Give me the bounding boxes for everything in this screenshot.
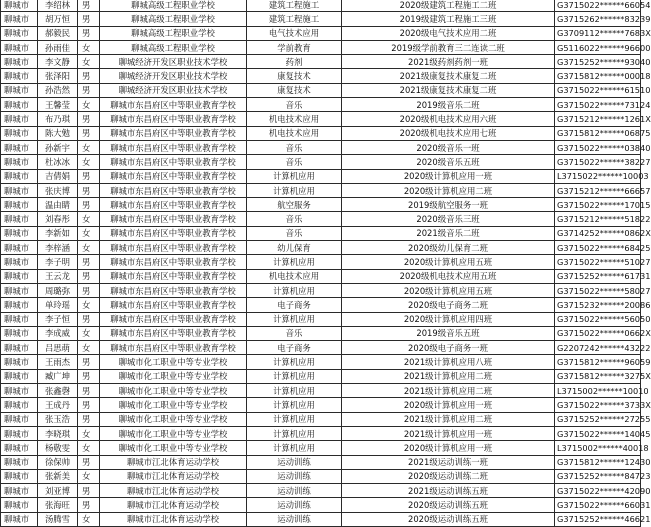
city-cell: 聊城市 [1, 255, 38, 269]
major-cell: 建筑工程施工 [247, 12, 342, 26]
gender-cell: 男 [78, 12, 100, 26]
name-cell: 单玲瑶 [38, 298, 78, 312]
student-id-cell: G3715252******46621 [555, 512, 641, 526]
city-cell: 聊城市 [1, 183, 38, 197]
major-cell: 计算机应用 [247, 369, 342, 383]
class-cell: 2020级机电技术应用六班 [342, 112, 555, 126]
gender-cell: 男 [78, 355, 100, 369]
student-id-cell: G3715022******61510 [555, 83, 641, 97]
city-cell: 聊城市 [1, 498, 38, 512]
school-cell: 聊城市江北体育运动学校 [100, 484, 247, 498]
student-id-cell: G3715212******66657 [555, 183, 641, 197]
city-cell: 聊城市 [1, 155, 38, 169]
gender-cell: 女 [78, 55, 100, 69]
student-id-cell: G3715232******20086 [555, 298, 641, 312]
major-cell: 音乐 [247, 140, 342, 154]
major-cell: 计算机应用 [247, 255, 342, 269]
school-cell: 聊城市化工职业中等专业学校 [100, 369, 247, 383]
city-cell: 聊城市 [1, 398, 38, 412]
major-cell: 康复技术 [247, 69, 342, 83]
student-id-cell: G3709112******7683X [555, 26, 641, 40]
student-id-cell: G3715252******27255 [555, 412, 641, 426]
name-cell: 杨敬雯 [38, 441, 78, 455]
city-cell: 聊城市 [1, 26, 38, 40]
class-cell: 2020级音乐五班 [342, 155, 555, 169]
gender-cell: 女 [78, 241, 100, 255]
school-cell: 聊城市东昌府区中等职业教育学校 [100, 298, 247, 312]
gender-cell: 男 [78, 269, 100, 283]
name-cell: 李文静 [38, 55, 78, 69]
city-cell: 聊城市 [1, 0, 38, 12]
name-cell: 李梓涵 [38, 241, 78, 255]
city-cell: 聊城市 [1, 241, 38, 255]
name-cell: 张庆博 [38, 183, 78, 197]
table-row [1, 384, 641, 398]
class-cell: 2020级机电技术应用五班 [342, 269, 555, 283]
major-cell: 运动训练 [247, 498, 342, 512]
class-cell: 2020级计算机应用一班 [342, 441, 555, 455]
name-cell: 胡万恒 [38, 12, 78, 26]
gender-cell: 男 [78, 0, 100, 12]
major-cell: 计算机应用 [247, 183, 342, 197]
name-cell: 汤腾雪 [38, 512, 78, 526]
class-cell: 2021级计算机应用八班 [342, 355, 555, 369]
class-cell: 2021级计算机应用二班 [342, 384, 555, 398]
class-cell: 2020级音乐三班 [342, 212, 555, 226]
gender-cell: 男 [78, 384, 100, 398]
city-cell: 聊城市 [1, 441, 38, 455]
major-cell: 计算机应用 [247, 398, 342, 412]
class-cell: 2020级运动训练五班 [342, 512, 555, 526]
gender-cell: 女 [78, 155, 100, 169]
school-cell: 聊城市东昌府区中等职业教育学校 [100, 183, 247, 197]
gender-cell: 女 [78, 326, 100, 340]
school-cell: 聊城经济开发区职业技术学校 [100, 55, 247, 69]
major-cell: 音乐 [247, 212, 342, 226]
name-cell: 吉倩娟 [38, 169, 78, 183]
name-cell: 臧广坤 [38, 369, 78, 383]
gender-cell: 女 [78, 140, 100, 154]
student-id-cell: G3714252******0862X [555, 226, 641, 240]
table-row [1, 155, 641, 169]
class-cell: 2021级运动训练五班 [342, 484, 555, 498]
gender-cell: 男 [78, 169, 100, 183]
city-cell: 聊城市 [1, 69, 38, 83]
major-cell: 航空服务 [247, 198, 342, 212]
major-cell: 机电技术应用 [247, 269, 342, 283]
table-row [1, 512, 641, 526]
school-cell: 聊城市江北体育运动学校 [100, 469, 247, 483]
school-cell: 聊城经济开发区职业技术学校 [100, 83, 247, 97]
student-id-cell: G3715212******51822 [555, 212, 641, 226]
student-id-cell: G3715022******3733X [555, 398, 641, 412]
gender-cell: 男 [78, 369, 100, 383]
student-id-cell: G3715812******06875 [555, 126, 641, 140]
city-cell: 聊城市 [1, 341, 38, 355]
student-id-cell: G3715252******61731 [555, 269, 641, 283]
table-row [1, 140, 641, 154]
major-cell: 运动训练 [247, 455, 342, 469]
table-row [1, 98, 641, 112]
table-row [1, 112, 641, 126]
student-id-cell: G3715022******73124 [555, 98, 641, 112]
class-cell: 2021级音乐二班 [342, 226, 555, 240]
gender-cell: 男 [78, 283, 100, 297]
name-cell: 张鑫磬 [38, 384, 78, 398]
gender-cell: 女 [78, 226, 100, 240]
student-id-cell: G3715212******1261X [555, 112, 641, 126]
name-cell: 刘亚博 [38, 484, 78, 498]
school-cell: 聊城市化工职业中等专业学校 [100, 355, 247, 369]
city-cell: 聊城市 [1, 140, 38, 154]
student-id-cell: L3715002******40018 [555, 441, 641, 455]
table-row [1, 226, 641, 240]
class-cell: 2020级音乐一班 [342, 140, 555, 154]
gender-cell: 男 [78, 255, 100, 269]
school-cell: 聊城市化工职业中等专业学校 [100, 384, 247, 398]
student-id-cell: G5116022******96600 [555, 40, 641, 54]
gender-cell: 女 [78, 469, 100, 483]
student-id-cell: G3715812******3275X [555, 369, 641, 383]
school-cell: 聊城高级工程职业学校 [100, 40, 247, 54]
table-row [1, 269, 641, 283]
major-cell: 计算机应用 [247, 441, 342, 455]
gender-cell: 男 [78, 69, 100, 83]
student-id-cell: G3715022******14045 [555, 426, 641, 440]
class-cell: 2020级计算机应用五班 [342, 283, 555, 297]
major-cell: 音乐 [247, 155, 342, 169]
name-cell: 王云龙 [38, 269, 78, 283]
gender-cell: 男 [78, 198, 100, 212]
class-cell: 2020级计算机应用一班 [342, 169, 555, 183]
name-cell: 郝毅民 [38, 26, 78, 40]
major-cell: 药剂 [247, 55, 342, 69]
school-cell: 聊城市化工职业中等专业学校 [100, 398, 247, 412]
city-cell: 聊城市 [1, 98, 38, 112]
table-row [1, 212, 641, 226]
major-cell: 运动训练 [247, 512, 342, 526]
student-id-cell: G3715022******56050 [555, 312, 641, 326]
school-cell: 聊城市化工职业中等专业学校 [100, 412, 247, 426]
city-cell: 聊城市 [1, 269, 38, 283]
city-cell: 聊城市 [1, 355, 38, 369]
class-cell: 2020级计算机应用一班 [342, 398, 555, 412]
student-id-cell: G3715812******96059 [555, 355, 641, 369]
class-cell: 2021级计算机应用二班 [342, 412, 555, 426]
name-cell: 李成威 [38, 326, 78, 340]
name-cell: 张泽阳 [38, 69, 78, 83]
gender-cell: 女 [78, 98, 100, 112]
table-row [1, 0, 641, 12]
school-cell: 聊城市江北体育运动学校 [100, 512, 247, 526]
table-row [1, 369, 641, 383]
name-cell: 杜冰冰 [38, 155, 78, 169]
major-cell: 电子商务 [247, 341, 342, 355]
class-cell: 2019级学前教育三二连读二班 [342, 40, 555, 54]
major-cell: 计算机应用 [247, 384, 342, 398]
major-cell: 计算机应用 [247, 412, 342, 426]
major-cell: 计算机应用 [247, 426, 342, 440]
student-id-cell: L3715022******10003 [555, 169, 641, 183]
school-cell: 聊城市化工职业中等专业学校 [100, 426, 247, 440]
name-cell: 布乃琪 [38, 112, 78, 126]
name-cell: 刘春彤 [38, 212, 78, 226]
class-cell: 2019级建筑工程施工三班 [342, 12, 555, 26]
student-id-cell: G3715022******38227 [555, 155, 641, 169]
name-cell: 吕思萌 [38, 341, 78, 355]
class-cell: 2021级康复技术康复二班 [342, 83, 555, 97]
student-id-cell: G3715022******58027 [555, 283, 641, 297]
school-cell: 聊城市东昌府区中等职业教育学校 [100, 126, 247, 140]
school-cell: 聊城市东昌府区中等职业教育学校 [100, 226, 247, 240]
city-cell: 聊城市 [1, 226, 38, 240]
table-row [1, 498, 641, 512]
student-id-cell: G3715022******42090 [555, 484, 641, 498]
name-cell: 王雨杰 [38, 355, 78, 369]
table-row [1, 283, 641, 297]
city-cell: 聊城市 [1, 369, 38, 383]
roster-body [1, 0, 651, 526]
table-row [1, 441, 641, 455]
class-cell: 2019级音乐二班 [342, 98, 555, 112]
table-row [1, 40, 641, 54]
major-cell: 运动训练 [247, 469, 342, 483]
name-cell: 李子明 [38, 255, 78, 269]
name-cell: 陈大勉 [38, 126, 78, 140]
major-cell: 幼儿保育 [247, 241, 342, 255]
name-cell: 李新如 [38, 226, 78, 240]
name-cell: 李晓琪 [38, 426, 78, 440]
city-cell: 聊城市 [1, 198, 38, 212]
class-cell: 2020级运动训练五班 [342, 498, 555, 512]
table-row [1, 12, 641, 26]
table-row [1, 241, 641, 255]
class-cell: 2021级药剂药剂一班 [342, 55, 555, 69]
school-cell: 聊城市东昌府区中等职业教育学校 [100, 269, 247, 283]
school-cell: 聊城市化工职业中等专业学校 [100, 441, 247, 455]
name-cell: 周璐弥 [38, 283, 78, 297]
student-id-cell: G3715812******00018 [555, 69, 641, 83]
city-cell: 聊城市 [1, 40, 38, 54]
student-id-cell: G3715022******0662X [555, 326, 641, 340]
city-cell: 聊城市 [1, 484, 38, 498]
student-id-cell: L3715002******10010 [555, 384, 641, 398]
name-cell: 孙新宇 [38, 140, 78, 154]
school-cell: 聊城市东昌府区中等职业教育学校 [100, 283, 247, 297]
table-row [1, 183, 641, 197]
class-cell: 2019级航空服务一班 [342, 198, 555, 212]
table-row [1, 469, 641, 483]
gender-cell: 男 [78, 26, 100, 40]
city-cell: 聊城市 [1, 326, 38, 340]
gender-cell: 男 [78, 83, 100, 97]
school-cell: 聊城市东昌府区中等职业教育学校 [100, 169, 247, 183]
school-cell: 聊城市东昌府区中等职业教育学校 [100, 326, 247, 340]
gender-cell: 男 [78, 455, 100, 469]
school-cell: 聊城市东昌府区中等职业教育学校 [100, 241, 247, 255]
major-cell: 建筑工程施工 [247, 0, 342, 12]
city-cell: 聊城市 [1, 426, 38, 440]
name-cell: 孙浩然 [38, 83, 78, 97]
table-row [1, 341, 641, 355]
class-cell: 2020级幼儿保育二班 [342, 241, 555, 255]
student-id-cell: G3715022******66031 [555, 498, 641, 512]
class-cell: 2021级运动训练一班 [342, 455, 555, 469]
student-id-cell: G3715252******84723 [555, 469, 641, 483]
gender-cell: 男 [78, 498, 100, 512]
class-cell: 2021级计算机应用一班 [342, 426, 555, 440]
name-cell: 王馨莹 [38, 98, 78, 112]
major-cell: 计算机应用 [247, 169, 342, 183]
major-cell: 音乐 [247, 226, 342, 240]
table-row [1, 412, 641, 426]
table-row [1, 312, 641, 326]
major-cell: 电子商务 [247, 298, 342, 312]
class-cell: 2021级计算机应用二班 [342, 369, 555, 383]
city-cell: 聊城市 [1, 412, 38, 426]
major-cell: 计算机应用 [247, 283, 342, 297]
class-cell: 2019级音乐五班 [342, 326, 555, 340]
student-id-cell: G3715022******66054 [555, 0, 641, 12]
table-row [1, 298, 641, 312]
name-cell: 李绍林 [38, 0, 78, 12]
name-cell: 温由睛 [38, 198, 78, 212]
city-cell: 聊城市 [1, 83, 38, 97]
city-cell: 聊城市 [1, 469, 38, 483]
student-id-cell: G2207242******43222 [555, 341, 641, 355]
school-cell: 聊城高级工程职业学校 [100, 26, 247, 40]
table-row [1, 198, 641, 212]
class-cell: 2020级电气技术应用二班 [342, 26, 555, 40]
school-cell: 聊城市东昌府区中等职业教育学校 [100, 140, 247, 154]
school-cell: 聊城高级工程职业学校 [100, 0, 247, 12]
name-cell: 张新美 [38, 469, 78, 483]
school-cell: 聊城经济开发区职业技术学校 [100, 69, 247, 83]
major-cell: 康复技术 [247, 83, 342, 97]
name-cell: 徐保帅 [38, 455, 78, 469]
student-id-cell: G3715022******03840 [555, 140, 641, 154]
name-cell: 张海旺 [38, 498, 78, 512]
table-row [1, 455, 641, 469]
class-cell: 2021级康复技术康复二班 [342, 69, 555, 83]
city-cell: 聊城市 [1, 298, 38, 312]
school-cell: 聊城市东昌府区中等职业教育学校 [100, 341, 247, 355]
major-cell: 学前教育 [247, 40, 342, 54]
major-cell: 电气技术应用 [247, 26, 342, 40]
table-row [1, 26, 641, 40]
gender-cell: 男 [78, 484, 100, 498]
table-row [1, 398, 641, 412]
student-id-cell: G3715812******12430 [555, 455, 641, 469]
city-cell: 聊城市 [1, 126, 38, 140]
gender-cell: 女 [78, 212, 100, 226]
gender-cell: 女 [78, 512, 100, 526]
name-cell: 张玉浩 [38, 412, 78, 426]
student-id-cell: G3715022******51027 [555, 255, 641, 269]
major-cell: 音乐 [247, 98, 342, 112]
major-cell: 计算机应用 [247, 312, 342, 326]
gender-cell: 女 [78, 441, 100, 455]
school-cell: 聊城市江北体育运动学校 [100, 498, 247, 512]
school-cell: 聊城市东昌府区中等职业教育学校 [100, 198, 247, 212]
city-cell: 聊城市 [1, 384, 38, 398]
class-cell: 2020级电子商务二班 [342, 298, 555, 312]
table-row [1, 126, 641, 140]
major-cell: 运动训练 [247, 484, 342, 498]
city-cell: 聊城市 [1, 212, 38, 226]
gender-cell: 女 [78, 426, 100, 440]
gender-cell: 男 [78, 126, 100, 140]
table-row [1, 169, 641, 183]
table-row [1, 355, 641, 369]
city-cell: 聊城市 [1, 512, 38, 526]
school-cell: 聊城市江北体育运动学校 [100, 455, 247, 469]
gender-cell: 男 [78, 112, 100, 126]
city-cell: 聊城市 [1, 169, 38, 183]
class-cell: 2020级机电技术应用七班 [342, 126, 555, 140]
school-cell: 聊城市东昌府区中等职业教育学校 [100, 255, 247, 269]
table-row [1, 484, 641, 498]
name-cell: 王成丹 [38, 398, 78, 412]
city-cell: 聊城市 [1, 112, 38, 126]
gender-cell: 男 [78, 398, 100, 412]
city-cell: 聊城市 [1, 55, 38, 69]
student-id-cell: G3715252******93040 [555, 55, 641, 69]
city-cell: 聊城市 [1, 455, 38, 469]
class-cell: 2020级计算机应用四班 [342, 312, 555, 326]
name-cell: 李子恒 [38, 312, 78, 326]
school-cell: 聊城市东昌府区中等职业教育学校 [100, 98, 247, 112]
class-cell: 2020级运动训练二班 [342, 469, 555, 483]
class-cell: 2020级计算机应用五班 [342, 255, 555, 269]
city-cell: 聊城市 [1, 312, 38, 326]
table-row [1, 69, 641, 83]
student-id-cell: G3715022******68425 [555, 241, 641, 255]
major-cell: 机电技术应用 [247, 112, 342, 126]
gender-cell: 男 [78, 312, 100, 326]
gender-cell: 女 [78, 341, 100, 355]
table-row [1, 426, 641, 440]
table-row [1, 255, 641, 269]
school-cell: 聊城市东昌府区中等职业教育学校 [100, 212, 247, 226]
table-row [1, 326, 641, 340]
gender-cell: 女 [78, 298, 100, 312]
school-cell: 聊城市东昌府区中等职业教育学校 [100, 312, 247, 326]
school-cell: 聊城市东昌府区中等职业教育学校 [100, 112, 247, 126]
school-cell: 聊城市东昌府区中等职业教育学校 [100, 155, 247, 169]
gender-cell: 女 [78, 40, 100, 54]
school-cell: 聊城高级工程职业学校 [100, 12, 247, 26]
city-cell: 聊城市 [1, 12, 38, 26]
student-id-cell: G3715262******83239 [555, 12, 641, 26]
class-cell: 2020级电子商务一班 [342, 341, 555, 355]
student-id-cell: G3715022******17015 [555, 198, 641, 212]
major-cell: 音乐 [247, 326, 342, 340]
class-cell: 2020级计算机应用二班 [342, 183, 555, 197]
gender-cell: 男 [78, 412, 100, 426]
gender-cell: 男 [78, 183, 100, 197]
class-cell: 2020级建筑工程施工二班 [342, 0, 555, 12]
name-cell: 孙雨佳 [38, 40, 78, 54]
major-cell: 计算机应用 [247, 355, 342, 369]
city-cell: 聊城市 [1, 283, 38, 297]
table-row [1, 83, 641, 97]
table-row [1, 55, 641, 69]
major-cell: 机电技术应用 [247, 126, 342, 140]
